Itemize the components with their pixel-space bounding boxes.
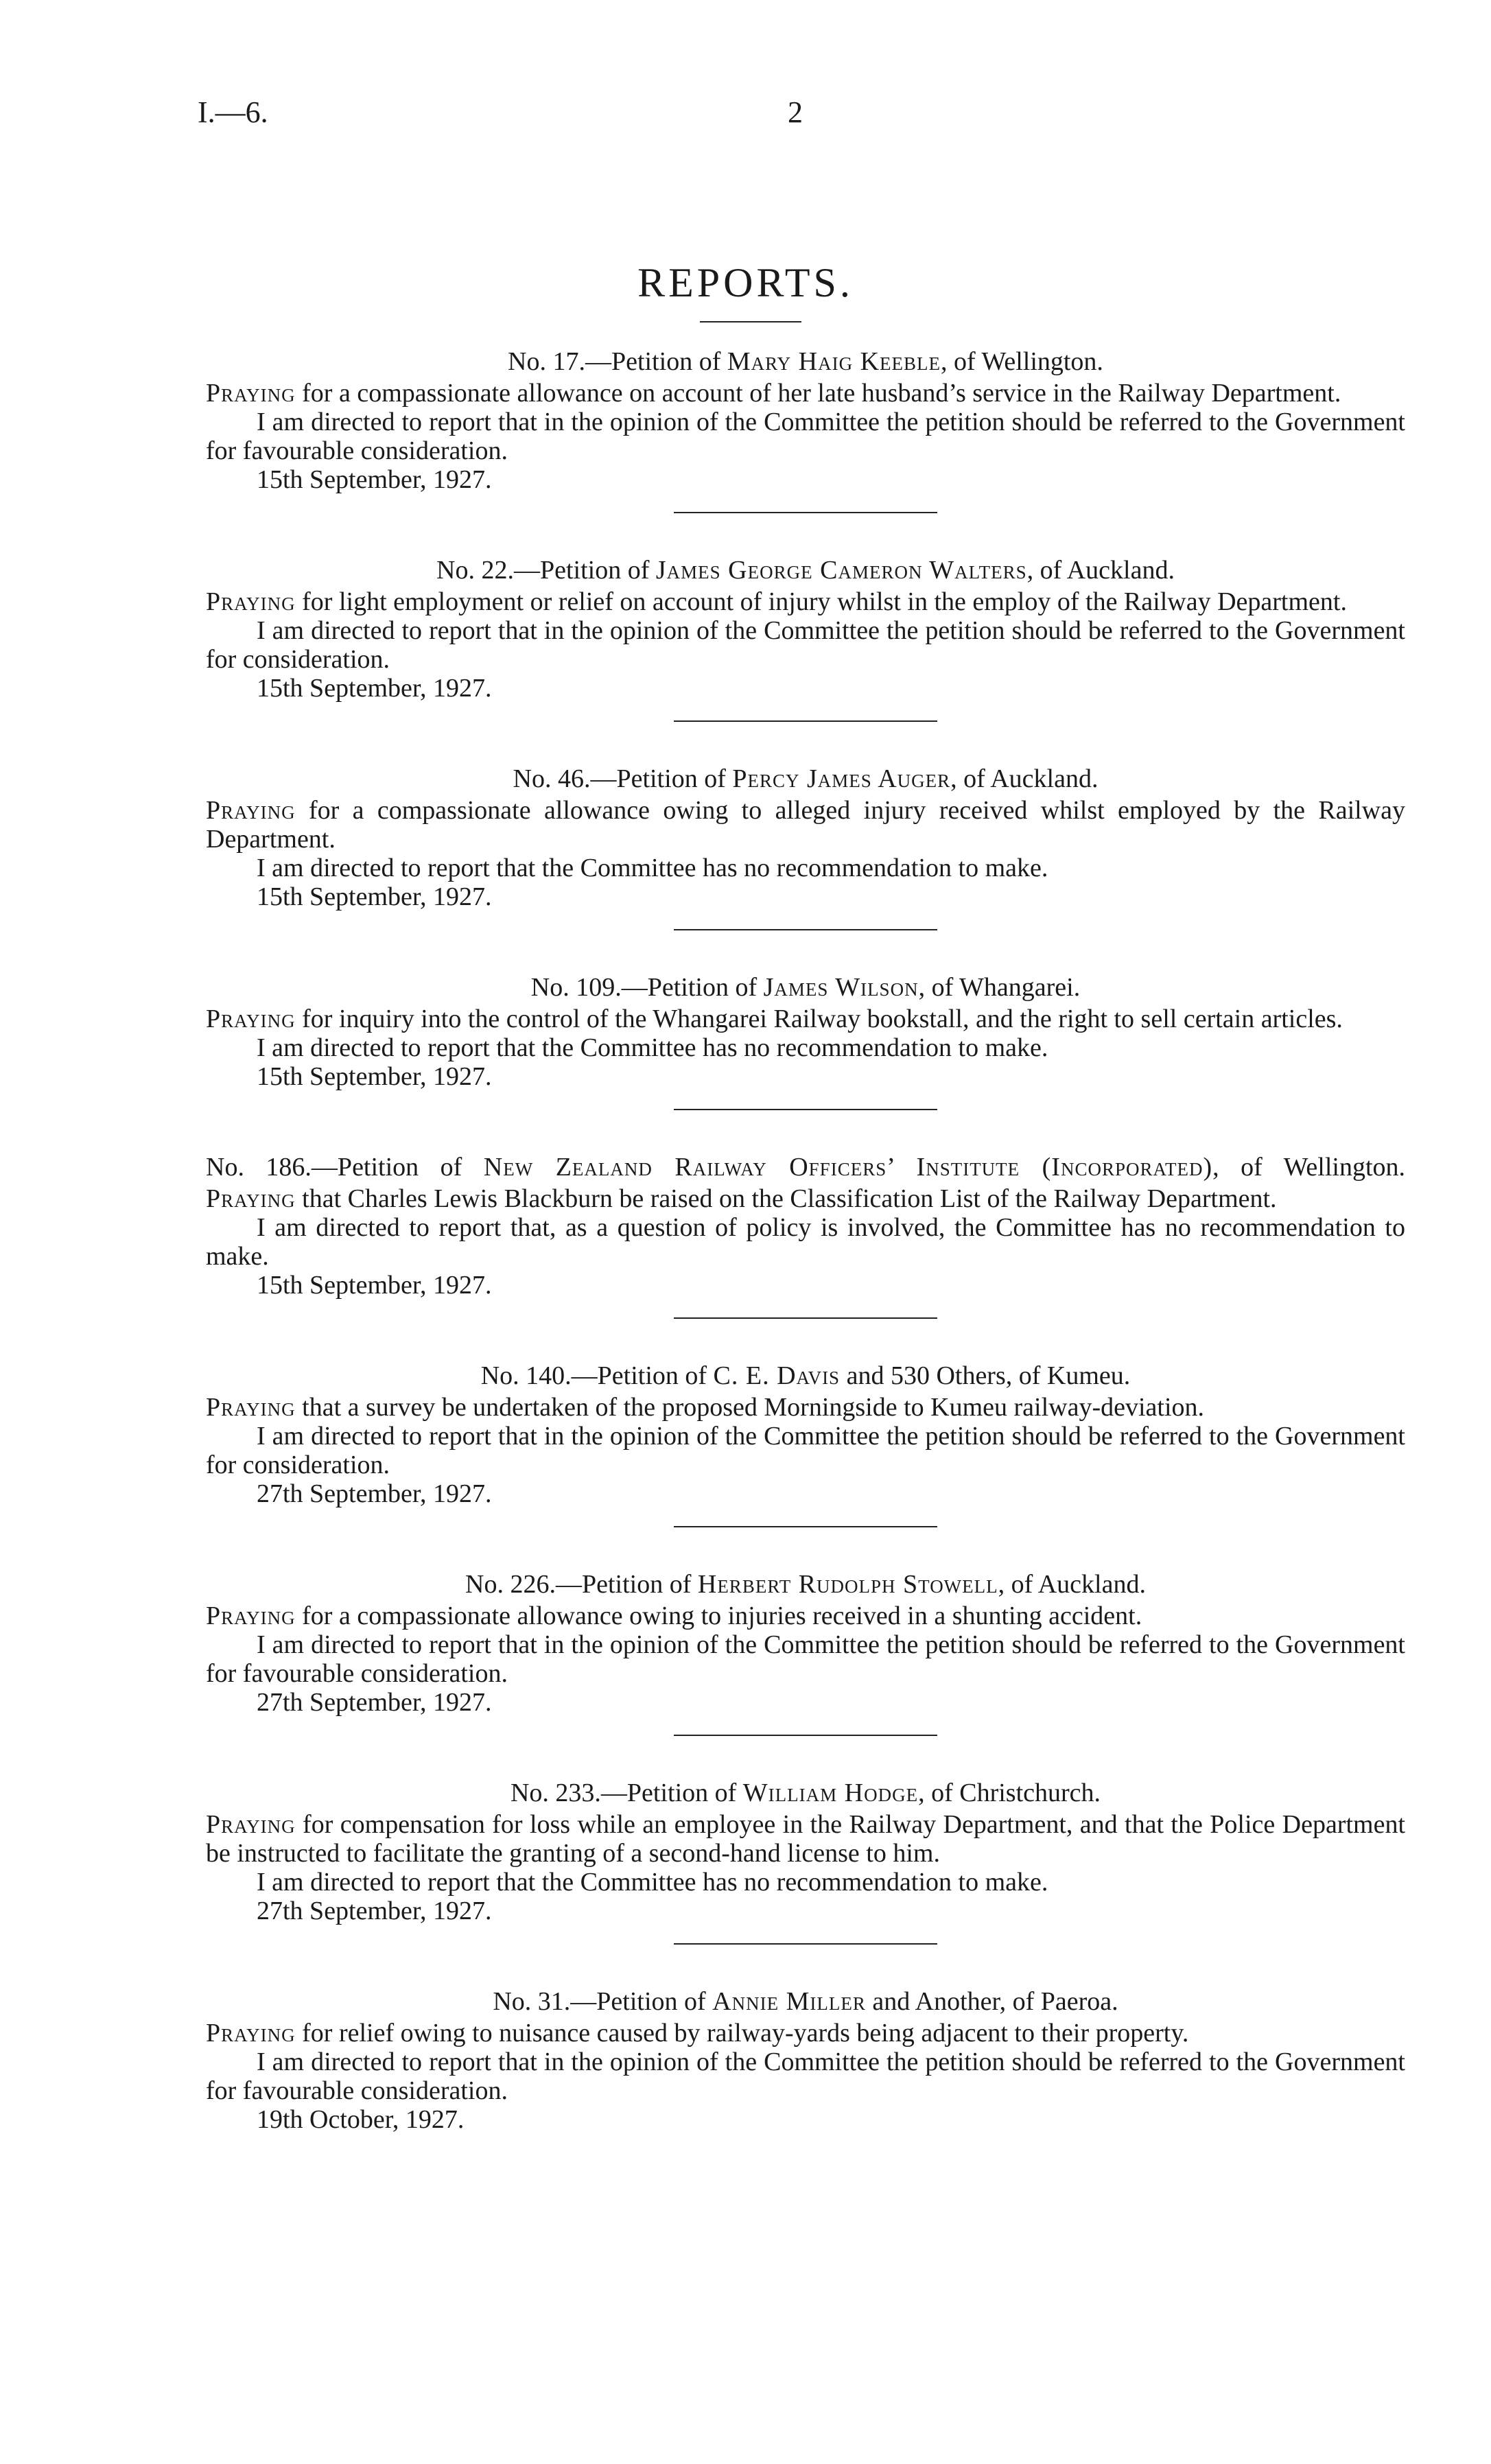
committee-finding: I am directed to report that the Committee has no recommendation to make.	[257, 1033, 1048, 1062]
committee-finding: I am directed to report that the Committee has no recommendation to make.	[257, 1868, 1048, 1897]
reports-list	[206, 347, 1405, 2134]
praying-text: for compensation for loss while an employee in the Railway Department, and that the Police Department be instructed to facilitate the granting of a second-hand license to him.	[206, 1810, 1405, 1868]
petition-number: No. 109.—Petition of	[530, 973, 758, 1002]
petition-number: No. 226.—Petition of	[465, 1570, 692, 1599]
petition-number: No. 31.—Petition of	[493, 1987, 706, 2016]
praying-text: for a compassionate allowance on account of her late husband’s service in the Railway Department.	[295, 379, 1341, 408]
petition-heading	[206, 556, 1405, 585]
section-divider	[674, 1943, 937, 1945]
praying-label: Praying	[206, 2019, 296, 2048]
praying-text: that a survey be undertaken of the proposed Morningside to Kumeu railway-deviation.	[295, 1393, 1205, 1422]
praying-label: Praying	[206, 1810, 296, 1839]
praying-label: Praying	[206, 1005, 296, 1033]
committee-finding: I am directed to report that, as a question of policy is involved, the Committee has no recommendation to make.	[206, 1213, 1405, 1271]
petition-place: , of Whangarei.	[918, 973, 1081, 1002]
report-item	[206, 1570, 1405, 1736]
section-divider	[674, 1109, 937, 1110]
petitioner-name: James George Cameron Walters	[655, 556, 1027, 585]
section-divider	[674, 1735, 937, 1736]
page-number: 2	[788, 95, 803, 129]
petitioner-name: New Zealand Railway Officers’ Institute (Incorporated)	[483, 1153, 1213, 1182]
report-item	[206, 1361, 1405, 1527]
petition-heading	[206, 1570, 1405, 1599]
petition-place: , of Wellington.	[1212, 1153, 1406, 1182]
report-item	[206, 1987, 1405, 2134]
report-date: 15th September, 1927.	[257, 674, 492, 703]
praying-paragraph	[206, 1005, 1405, 1033]
section-divider	[674, 512, 937, 513]
petition-number: No. 186.—Petition of	[206, 1153, 462, 1182]
petitioner-name: C. E. Davis	[713, 1361, 841, 1390]
petition-place: , of Christchurch.	[918, 1779, 1101, 1807]
praying-paragraph	[206, 1393, 1405, 1422]
committee-finding: I am directed to report that in the opinion of the Committee the petition should be referred to the Government for consideration.	[206, 616, 1405, 674]
praying-label: Praying	[206, 379, 296, 408]
report-date: 27th September, 1927.	[257, 1688, 492, 1717]
petition-heading	[206, 1153, 1405, 1182]
section-divider	[674, 929, 937, 930]
title-divider	[700, 321, 801, 322]
praying-text: for relief owing to nuisance caused by railway-yards being adjacent to their property.	[295, 2019, 1189, 2048]
page-reference: I.—6.	[198, 95, 268, 129]
praying-text: for a compassionate allowance owing to injuries received in a shunting accident.	[295, 1601, 1142, 1630]
praying-paragraph	[206, 379, 1405, 408]
petition-heading	[206, 973, 1405, 1002]
petition-place: , of Wellington.	[941, 347, 1103, 376]
report-item	[206, 973, 1405, 1110]
praying-paragraph	[206, 1810, 1405, 1868]
report-date: 15th September, 1927.	[257, 465, 492, 494]
petition-heading	[206, 347, 1405, 376]
report-item	[206, 1779, 1405, 1945]
petition-number: No. 22.—Petition of	[436, 556, 650, 585]
praying-label: Praying	[206, 587, 296, 616]
page-title: REPORTS.	[637, 260, 854, 305]
petition-place: , of Auckland.	[998, 1570, 1146, 1599]
petition-number: No. 46.—Petition of	[513, 764, 726, 793]
report-item	[206, 347, 1405, 513]
section-divider	[674, 1317, 937, 1319]
report-item	[206, 764, 1405, 930]
petition-place: , of Auckland.	[950, 764, 1099, 793]
report-date: 27th September, 1927.	[257, 1897, 492, 1925]
petitioner-name: Herbert Rudolph Stowell	[697, 1570, 998, 1599]
petitioner-name: James Wilson	[763, 973, 919, 1002]
petition-place: and 530 Others, of Kumeu.	[840, 1361, 1131, 1390]
section-divider	[674, 720, 937, 722]
praying-paragraph	[206, 1601, 1405, 1630]
report-date: 15th September, 1927.	[257, 882, 492, 911]
committee-finding: I am directed to report that in the opinion of the Committee the petition should be referred to the Government for favourable consideration.	[206, 2048, 1405, 2105]
praying-paragraph	[206, 587, 1405, 616]
report-item	[206, 1153, 1405, 1319]
petitioner-name: Annie Miller	[712, 1987, 866, 2016]
praying-text: for light employment or relief on account of injury whilst in the employ of the Railway Department.	[295, 587, 1347, 616]
petitioner-name: William Hodge	[742, 1779, 919, 1807]
petition-number: No. 233.—Petition of	[510, 1779, 737, 1807]
committee-finding: I am directed to report that the Committee has no recommendation to make.	[257, 854, 1048, 882]
praying-label: Praying	[206, 1601, 296, 1630]
committee-finding: I am directed to report that in the opinion of the Committee the petition should be referred to the Government for favourable consideration.	[206, 408, 1405, 465]
praying-label: Praying	[206, 1393, 296, 1422]
committee-finding: I am directed to report that in the opinion of the Committee the petition should be referred to the Government for favourable consideration.	[206, 1630, 1405, 1688]
praying-paragraph	[206, 796, 1405, 854]
report-date: 19th October, 1927.	[257, 2105, 465, 2134]
praying-text: that Charles Lewis Blackburn be raised on the Classification List of the Railway Department.	[295, 1184, 1277, 1213]
praying-label: Praying	[206, 796, 296, 825]
petition-place: , of Auckland.	[1026, 556, 1175, 585]
report-date: 27th September, 1927.	[257, 1479, 492, 1508]
petition-heading	[206, 764, 1405, 793]
praying-paragraph	[206, 1184, 1405, 1213]
petition-place: and Another, of Paeroa.	[865, 1987, 1118, 2016]
section-divider	[674, 1526, 937, 1527]
petition-heading	[206, 1361, 1405, 1390]
report-date: 15th September, 1927.	[257, 1271, 492, 1300]
committee-finding: I am directed to report that in the opinion of the Committee the petition should be referred to the Government for consideration.	[206, 1422, 1405, 1479]
praying-paragraph	[206, 2019, 1405, 2048]
petitioner-name: Mary Haig Keeble	[727, 347, 941, 376]
petition-number: No. 140.—Petition of	[480, 1361, 707, 1390]
praying-text: for inquiry into the control of the Whangarei Railway bookstall, and the right to sell certain articles.	[295, 1005, 1343, 1033]
report-item	[206, 556, 1405, 722]
petition-heading	[206, 1987, 1405, 2016]
petition-number: No. 17.—Petition of	[508, 347, 721, 376]
petition-heading	[206, 1779, 1405, 1807]
report-date: 15th September, 1927.	[257, 1062, 492, 1091]
petitioner-name: Percy James Auger	[732, 764, 951, 793]
praying-text: for a compassionate allowance owing to alleged injury received whilst employed by the Railway Department.	[206, 796, 1405, 854]
praying-label: Praying	[206, 1184, 296, 1213]
